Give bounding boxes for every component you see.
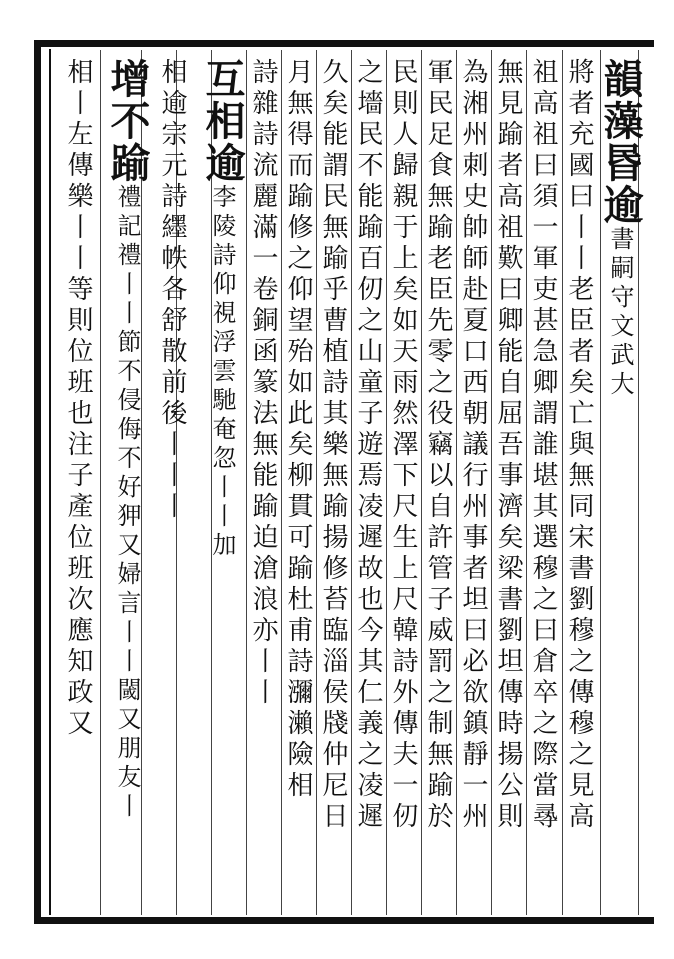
- column-text: 之墻民不能踰百仞之山童子遊焉凌遲故也今其仁義之凌遲: [353, 58, 383, 833]
- text-column-13: [158, 58, 186, 908]
- column-rule: [491, 50, 492, 915]
- column-text: 祖高祖曰須一軍吏甚急卿謂誰堪其選穆之曰倉卒之際當㝷: [528, 58, 558, 833]
- column-text: 軍民足食無踰老臣先零之役竊以自許管子威罰之制無踰於: [423, 58, 453, 833]
- column-rule: [351, 50, 352, 915]
- text-column-8: [354, 58, 382, 908]
- entry-note: 李陵詩仰視浮雲馳奄忽丨丨加: [208, 184, 236, 561]
- column-rule: [316, 50, 317, 915]
- column-rule: [456, 50, 457, 915]
- text-column-2: [565, 58, 593, 908]
- column-text: 久矣能謂民無踰乎曹植詩其樂無踰揚修苔臨淄侯牋仲尼日: [318, 58, 348, 833]
- text-column-14: [104, 58, 151, 908]
- text-column-7: [389, 58, 417, 908]
- column-rule: [526, 50, 527, 915]
- text-column-3: [529, 58, 557, 908]
- column-rule: [421, 50, 422, 915]
- text-column-1: [597, 58, 644, 908]
- entry-heading: 互相逾: [199, 58, 246, 184]
- column-text: 月無得而踰修之仰望殆如此矣柳貫可踰杜甫詩瀰瀨險相: [283, 58, 313, 802]
- entry-note: 書嗣守文武大: [606, 226, 634, 400]
- inner-border-rule: [49, 49, 51, 915]
- entry-note: 禮記禮丨丨節不侵侮不好狎又婦言丨丨閾又朋友丨: [113, 184, 141, 822]
- text-column-4: [494, 58, 522, 908]
- column-text: 將者充國曰丨丨老臣者矣亡與無同宋書劉穆之傳穆之見高: [564, 58, 594, 833]
- entry-heading: 增不踰: [104, 58, 151, 184]
- column-rule: [562, 50, 563, 915]
- column-rule: [100, 50, 101, 915]
- column-text: 民則人歸親于上矣如天雨然澤下尺生上尺韓詩外傳夫一仞: [388, 58, 418, 833]
- column-text: 無見踰者高祖歎曰卿能自屈吾事濟矣梁書劉坦傳時揚公則: [493, 58, 523, 833]
- text-column-12: [199, 58, 246, 908]
- text-column-11: [249, 58, 277, 908]
- column-text: 相丨左傳樂丨丨等則位班也注子產位班次應知政又: [63, 58, 93, 740]
- column-rule: [246, 50, 247, 915]
- text-column-9: [319, 58, 347, 908]
- column-text: 詩雜詩流麗滿一卷銅函篆法無能踰迫滄浪亦丨丨: [248, 58, 278, 709]
- column-rule: [386, 50, 387, 915]
- text-column-10: [284, 58, 312, 908]
- text-column-5: [459, 58, 487, 908]
- column-text: 相逾宗元詩纆帙各舒散前後丨丨丨: [157, 58, 187, 523]
- entry-heading: 韻藻昬逾: [597, 58, 644, 226]
- column-rule: [281, 50, 282, 915]
- column-text: 為湘州刺史帥師赴夏口西朝議行州事者坦曰必欲鎮靜一州: [458, 58, 488, 833]
- text-column-15: [64, 58, 92, 908]
- text-column-6: [424, 58, 452, 908]
